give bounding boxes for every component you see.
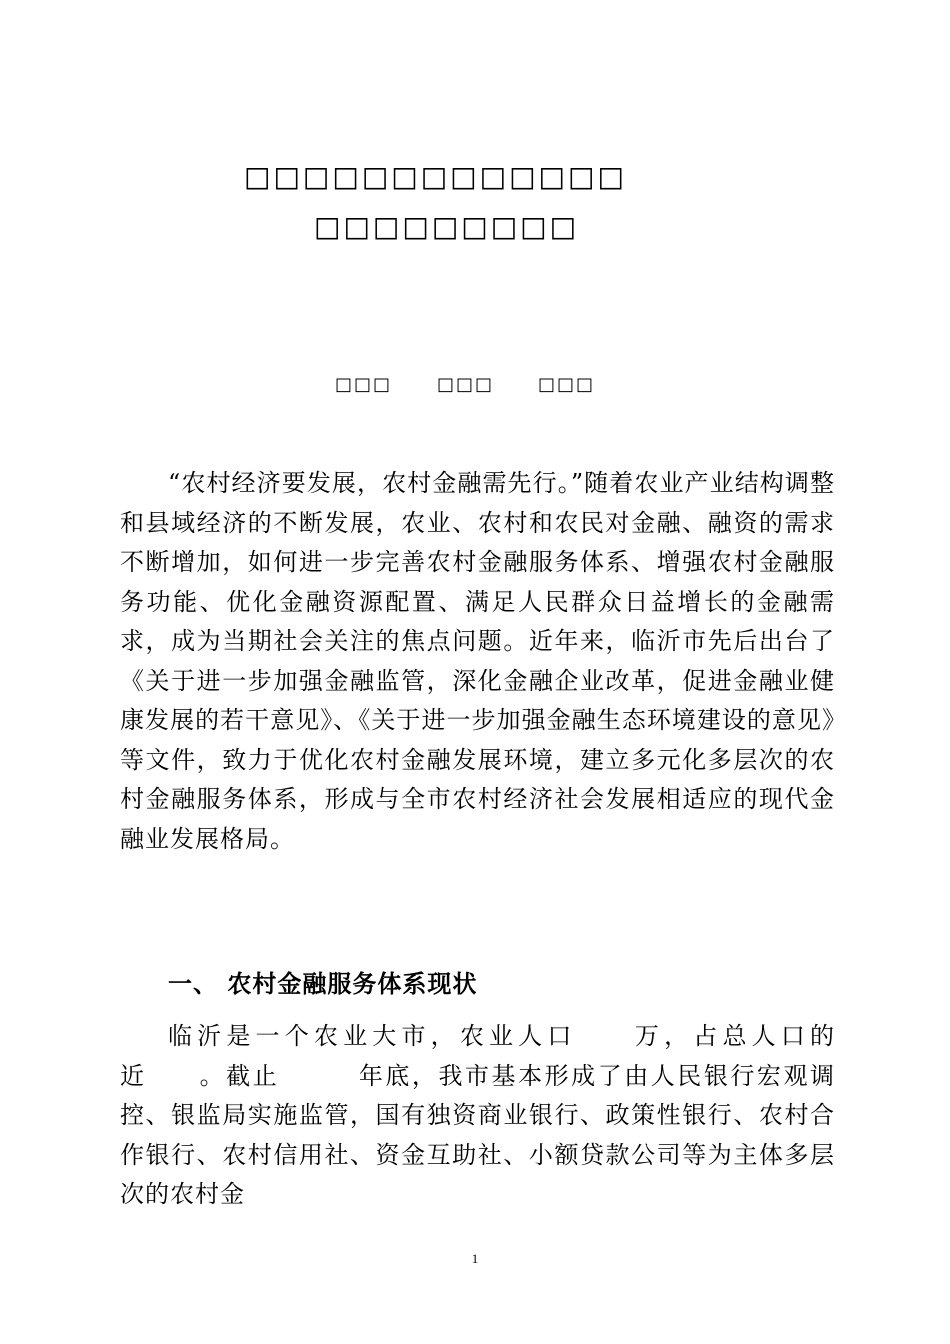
author-name: □□□ <box>538 374 596 395</box>
intro-paragraph <box>120 464 835 859</box>
title-line-1: □□□□□□□□□□□□□ <box>244 160 627 193</box>
page-number: 1 <box>471 1251 479 1266</box>
paragraph-text: “农村经济要发展，农村金融需先行。”随着农业产业结构调整和县域经济的不断发展，农业、农村和农民对金融、融资的需求不断增加，如何进一步完善农村金融服务体系、增强农村金融服务功能、优化金融资源配置、满足人民群众日益增长的金融需求，成为当期社会关注的焦点问题。近年来，临沂市先后出台了《关于进一步加强金融监管，深化金融企业改革，促进金融业健康发展的若干意见》、《关于进一步加强金融生态环境建设的意见》等文件，致力于优化农村金融发展环境，建立多元化多层次的农村金融服务体系，形成与全市农村经济社会发展相适应的现代金融业发展格局。 <box>120 469 835 853</box>
author-name: □□□ <box>437 374 495 395</box>
section-heading: 一、 农村金融服务体系现状 <box>168 970 478 998</box>
title-line-2: □□□□□□□□□ <box>314 210 580 243</box>
section-paragraph <box>120 1017 835 1215</box>
author-name: □□□ <box>335 374 393 395</box>
paragraph-text: 临沂是一个农业大市，农业人口 万，占总人口的近 。截止 年底，我市基本形成了由人民银行宏观调控、银监局实施监管，国有独资商业银行、政策性银行、农村合作银行、农村信用社、资金互助社、小额贷款公司等为主体多层次的农村金 <box>120 1022 835 1208</box>
